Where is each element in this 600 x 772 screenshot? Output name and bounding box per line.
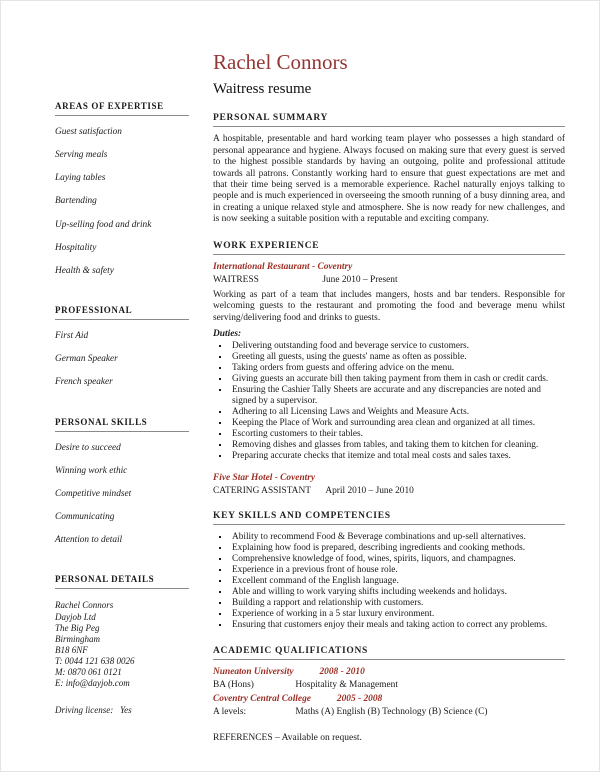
job-role-2: CATERING ASSISTANT xyxy=(213,485,311,496)
areas-of-expertise-list xyxy=(55,127,189,277)
duty-item: ▪ Removing dishes and glasses from tables, and taking them to kitchen for cleaning. xyxy=(230,440,565,451)
personal-skill-item: Communicating xyxy=(55,512,115,523)
qualification-1: BA (Hons) xyxy=(213,679,254,690)
expertise-item: Bartending xyxy=(55,196,97,207)
skill-item: ▪ Able and willing to work varying shifts including weekends and holidays. xyxy=(230,587,565,598)
qualification-line-1 xyxy=(213,680,565,690)
section-key-skills xyxy=(213,511,565,631)
employer-line-1: International Restaurant - Coventry xyxy=(213,261,353,272)
sidebar-section-personal-skills xyxy=(55,417,189,547)
qualification-detail-1: Hospitality & Management xyxy=(295,679,398,690)
professional-item: French speaker xyxy=(55,377,113,388)
personal-detail-line: M: 0870 061 0121 xyxy=(55,667,122,678)
skill-item: ▪ Comprehensive knowledge of food, wines, spirits, liquors, and champagnes. xyxy=(230,554,565,565)
qualification-detail-2: Maths (A) English (B) Technology (B) Science (C) xyxy=(295,706,488,717)
duties-list xyxy=(213,341,565,462)
duty-item: ▪ Greeting all guests, using the guests' name as often as possible. xyxy=(230,352,565,363)
qualification-line-2 xyxy=(213,707,565,717)
skill-item: ▪ Explaining how food is prepared, describing ingredients and cooking methods. xyxy=(230,543,565,554)
job-role-1: WAITRESS xyxy=(213,274,259,285)
duty-item: ▪ Giving guests an accurate bill then taking payment from them in cash or credit cards. xyxy=(230,374,565,385)
skill-item: ▪ Ensuring that customers enjoy their meals and taking action to correct any problems. xyxy=(230,620,565,631)
expertise-item: Up-selling food and drink xyxy=(55,219,152,230)
personal-summary-text: A hospitable, presentable and hard working team player who possesses a high standard of personal appearance and hygiene. Always focused on making sure that every guest is served to the highest possible standards by having an outgoing, polite and professional attitude towards all patrons. Constantly working hard to ensure that guest expectations are met and that their time being served is a memorable experience. Rachel naturally enjoys talking to people and is much experienced in overseeing the smooth running of a busy dinning area, and in creating a unique relaxed style and atmosphere. She is now ready for new challenges, and is now seeking a suitable position with a reputable and exciting company. xyxy=(213,134,565,225)
driving-license-line: Driving license: Yes xyxy=(55,704,132,715)
duty-item: ▪ Preparing accurate checks that itemize and total meal costs and sales taxes. xyxy=(230,451,565,462)
main-column xyxy=(213,51,565,743)
institution-dates-1: 2008 - 2010 xyxy=(319,666,365,677)
sidebar-heading-personal-details: PERSONAL DETAILS xyxy=(55,574,189,589)
expertise-item: Guest satisfaction xyxy=(55,127,122,137)
personal-summary-heading: PERSONAL SUMMARY xyxy=(213,113,565,127)
employer-line-2: Five Star Hotel - Coventry xyxy=(213,472,316,483)
page-columns xyxy=(55,51,565,743)
qualification-2: A levels: xyxy=(213,706,247,717)
academic-qualifications-heading: ACADEMIC QUALIFICATIONS xyxy=(213,646,565,660)
sidebar-heading-professional: PROFESSIONAL xyxy=(55,305,189,320)
school-line-2 xyxy=(213,694,565,704)
skill-item: ▪ Experience in a previous front of house role. xyxy=(230,565,565,576)
sidebar-heading-personal-skills: PERSONAL SKILLS xyxy=(55,417,189,432)
key-skills-heading: KEY SKILLS AND COMPETENCIES xyxy=(213,511,565,525)
sidebar-section-professional xyxy=(55,305,189,388)
professional-list xyxy=(55,331,189,388)
role-line-2 xyxy=(213,486,565,496)
expertise-item: Health & safety xyxy=(55,265,114,276)
duty-item: ▪ Escorting customers to their tables. xyxy=(230,429,565,440)
section-academic-qualifications xyxy=(213,646,565,717)
page-subtitle: Waitress resume xyxy=(213,81,312,98)
personal-detail-line: The Big Peg xyxy=(55,622,100,633)
references-line: REFERENCES – Available on request. xyxy=(213,732,362,743)
personal-details-list xyxy=(55,600,189,689)
skill-item: ▪ Experience of working in a 5 star luxury environment. xyxy=(230,609,565,620)
sidebar-section-personal-details xyxy=(55,574,189,714)
duties-label: Duties: xyxy=(213,329,242,340)
page-title: Rachel Connors xyxy=(213,50,348,74)
key-skills-list xyxy=(213,532,565,631)
duty-item: ▪ Delivering outstanding food and beverage service to customers. xyxy=(230,341,565,352)
professional-item: German Speaker xyxy=(55,354,118,365)
expertise-item: Serving meals xyxy=(55,150,108,161)
personal-detail-line: Rachel Connors xyxy=(55,600,114,611)
personal-skill-item: Attention to detail xyxy=(55,535,123,546)
skill-item: ▪ Ability to recommend Food & Beverage combinations and up-sell alternatives. xyxy=(230,532,565,543)
institution-2: Coventry Central College xyxy=(213,693,311,704)
duty-item: ▪ Adhering to all Licensing Laws and Weights and Measure Acts. xyxy=(230,407,565,418)
personal-skill-item: Competitive mindset xyxy=(55,488,132,499)
sidebar xyxy=(55,51,189,743)
personal-detail-line: Dayjob Ltd xyxy=(55,611,96,622)
duty-item: ▪ Taking orders from guests and offering advice on the menu. xyxy=(230,363,565,374)
section-work-experience xyxy=(213,241,565,496)
skill-item: ▪ Excellent command of the English language. xyxy=(230,576,565,587)
personal-detail-line: B18 6NF xyxy=(55,644,88,655)
personal-detail-line: T: 0044 121 638 0026 xyxy=(55,656,135,667)
role-line-1 xyxy=(213,275,565,285)
personal-skills-list xyxy=(55,443,189,547)
duty-item: ▪ Keeping the Place of Work and surrounding area clean and organized at all times. xyxy=(230,418,565,429)
expertise-item: Hospitality xyxy=(55,242,97,253)
job-dates-2: April 2010 – June 2010 xyxy=(325,485,414,496)
job-dates-1: June 2010 – Present xyxy=(322,274,398,285)
expertise-item: Laying tables xyxy=(55,173,106,184)
section-personal-summary xyxy=(213,113,565,226)
personal-skill-item: Desire to succeed xyxy=(55,442,121,453)
personal-detail-line: E: info@dayjob.com xyxy=(55,678,130,689)
sidebar-heading-areas-of-expertise: AREAS OF EXPERTISE xyxy=(55,101,189,116)
institution-dates-2: 2005 - 2008 xyxy=(336,693,383,704)
skill-item: ▪ Building a rapport and relationship with customers. xyxy=(230,598,565,609)
personal-skill-item: Winning work ethic xyxy=(55,465,128,476)
work-experience-heading: WORK EXPERIENCE xyxy=(213,241,565,255)
school-line-1 xyxy=(213,667,565,677)
institution-1: Nuneaton University xyxy=(213,666,294,677)
professional-item: First Aid xyxy=(55,331,89,342)
job-intro-text: Working as part of a team that includes mangers, hosts and bar tenders. Responsible for welcoming guests to the restaurant and promoting the food and beverage menu whilst serving/delivering food and drinks to guests. xyxy=(213,289,565,323)
personal-detail-line: Birmingham xyxy=(55,633,100,644)
duty-item: ▪ Ensuring the Cashier Tally Sheets are accurate and any discrepancies are noted and signed by a supervisor. xyxy=(230,385,565,407)
sidebar-section-areas-of-expertise xyxy=(55,101,189,277)
